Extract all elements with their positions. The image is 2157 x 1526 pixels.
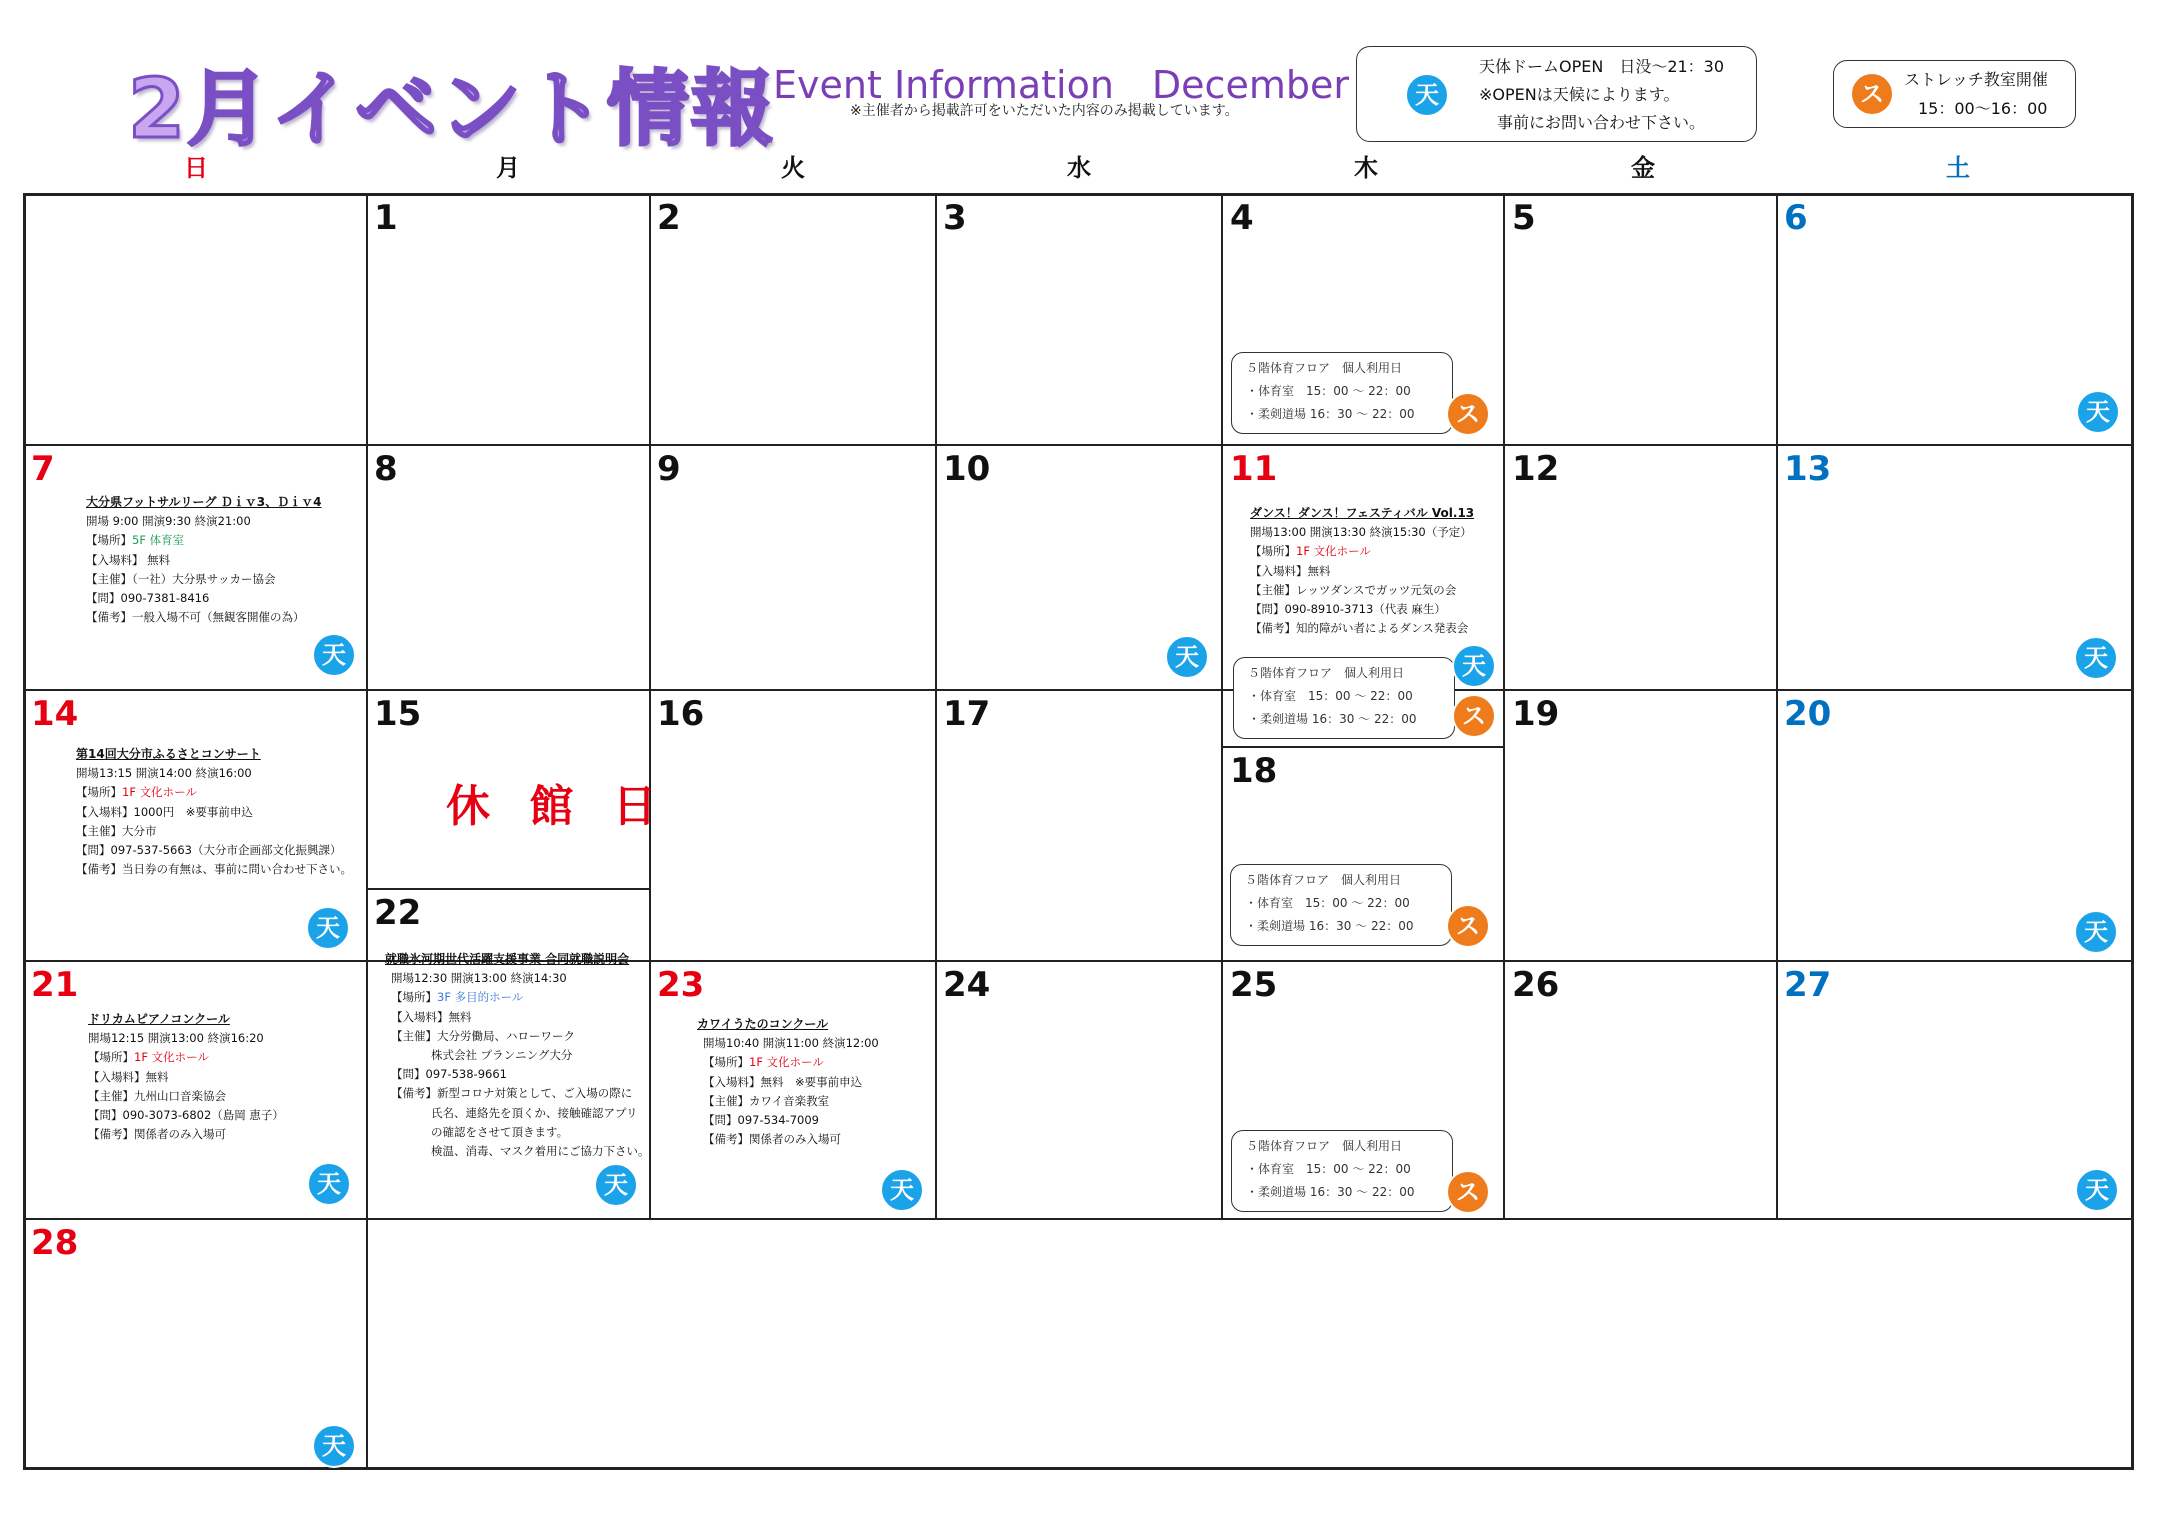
event-time: 開場13:00 開演13:30 終演15:30（予定）: [1250, 525, 1472, 540]
event-note: 【備考】関係者のみ入場可: [88, 1127, 226, 1142]
floor-usage-box-11: [1233, 657, 1455, 739]
col-divider: [366, 193, 368, 1470]
day-number: 13: [1784, 449, 1832, 489]
event-place: 【場所】5F 体育室: [86, 533, 185, 548]
event-place: 【場所】1F 文化ホール: [703, 1055, 824, 1070]
day-number: 14: [31, 694, 79, 734]
floor-line: ・体育室 15：00 ～ 22：00: [1248, 689, 1413, 703]
event-note: 【備考】知的障がい者によるダンス発表会: [1250, 621, 1469, 636]
page-subtitle-en: Event Information December: [773, 63, 1349, 107]
event-day-21: [88, 1010, 284, 1144]
dome-badge-icon: 天: [2076, 390, 2120, 434]
event-time: 開場10:40 開演11:00 終演12:00: [703, 1036, 879, 1051]
permission-note: ※主催者から掲載許可をいただいた内容のみ掲載しています。: [850, 103, 1239, 119]
event-title: 第14回大分市ふるさとコンサート: [76, 747, 261, 761]
weekday-sat: 土: [1946, 154, 1970, 182]
floor-usage-box-4: [1231, 352, 1453, 434]
legend-dome-line1: 天体ドームOPEN 日没～21：30: [1479, 57, 1725, 76]
day-number: 12: [1512, 449, 1560, 489]
day-number: 21: [31, 965, 79, 1005]
dome-badge-icon: 天: [306, 906, 350, 950]
day-number: 7: [31, 449, 55, 489]
event-note-4: 検温、消毒、マスク着用にご協力下さい。: [431, 1144, 650, 1159]
event-host: 【主催】（一社）大分県サッカー協会: [86, 571, 276, 586]
event-time: 開場12:15 開演13:00 終演16:20: [88, 1031, 264, 1046]
event-host: 【主催】カワイ音楽教室: [703, 1093, 830, 1108]
legend-stretch-line2: 15：00～16：00: [1918, 99, 2048, 118]
event-host-2: 株式会社 プランニング大分: [431, 1048, 573, 1063]
event-contact: 【問】090-8910-3713（代表 麻生）: [1250, 602, 1446, 617]
day-number: 10: [943, 449, 991, 489]
floor-line: ５階体育フロア 個人利用日: [1248, 666, 1405, 680]
event-day-22: [385, 950, 650, 1161]
event-day-7: [86, 493, 321, 627]
day-number: 27: [1784, 965, 1832, 1005]
event-place: 【場所】3F 多目的ホール: [391, 990, 524, 1005]
stretch-badge-icon: ス: [1446, 904, 1490, 948]
day-number: 28: [31, 1223, 79, 1263]
row-divider: [23, 1218, 2134, 1220]
dome-badge-icon: 天: [1452, 644, 1496, 688]
event-contact: 【問】090-7381-8416: [86, 591, 210, 606]
event-title: 就職氷河期世代活躍支援事業 合同就職説明会: [385, 952, 630, 966]
stretch-badge-icon: ス: [1850, 72, 1894, 116]
event-day-14: [76, 745, 352, 879]
day-number: 5: [1512, 198, 1536, 238]
dome-badge-icon: 天: [312, 1424, 356, 1468]
event-note: 【備考】新型コロナ対策として、ご入場の際に: [391, 1086, 633, 1101]
day-number: 20: [1784, 694, 1832, 734]
floor-line: ５階体育フロア 個人利用日: [1245, 873, 1402, 887]
cell-split-15-22: [367, 888, 650, 890]
event-time: 開場 9:00 開演9:30 終演21:00: [86, 514, 251, 529]
day-number: 22: [374, 893, 422, 933]
weekday-wed: 水: [1067, 154, 1091, 182]
event-note-3: の確認をさせて頂きます。: [431, 1124, 569, 1139]
day-number: 24: [943, 965, 991, 1005]
day-number: 6: [1784, 198, 1808, 238]
day-number: 1: [374, 198, 398, 238]
legend-stretch-line1: ストレッチ教室開催: [1904, 70, 2048, 89]
event-host: 【主催】九州山口音楽協会: [88, 1088, 226, 1103]
day-number: 16: [657, 694, 705, 734]
row-divider: [23, 960, 2134, 962]
floor-line: ５階体育フロア 個人利用日: [1246, 361, 1403, 375]
event-title: カワイうたのコンクール: [697, 1017, 829, 1031]
day-number: 26: [1512, 965, 1560, 1005]
day-number: 25: [1230, 965, 1278, 1005]
dome-badge-icon: 天: [1165, 635, 1209, 679]
event-note-2: 氏名、連絡先を頂くか、接触確認アプリ: [431, 1105, 638, 1120]
day-number: 4: [1230, 198, 1254, 238]
event-contact: 【問】097-537-5663（大分市企画部文化振興課）: [76, 843, 342, 858]
weekday-tue: 火: [781, 154, 805, 182]
page-title: 2月イベント情報: [128, 62, 776, 157]
event-place: 【場所】1F 文化ホール: [76, 785, 197, 800]
floor-line: ・柔剣道場 16：30 ～ 22：00: [1248, 712, 1417, 726]
event-host: 【主催】大分市: [76, 823, 157, 838]
floor-line: ・体育室 15：00 ～ 22：00: [1246, 384, 1411, 398]
event-contact: 【問】097-534-7009: [703, 1113, 819, 1128]
col-divider: [1503, 193, 1505, 1218]
floor-usage-box-18: [1230, 864, 1452, 946]
dome-badge-icon: 天: [2074, 910, 2118, 954]
legend-dome-line3: 事前にお問い合わせ下さい。: [1497, 113, 1706, 132]
event-note: 【備考】一般入場不可（無観客開催の為）: [86, 610, 305, 625]
weekday-mon: 月: [496, 154, 520, 182]
event-title: ドリカムピアノコンクール: [88, 1012, 230, 1026]
col-divider: [1776, 193, 1778, 1218]
day-number: 15: [374, 694, 422, 734]
row-divider: [23, 444, 2134, 446]
event-contact: 【問】097-538-9661: [391, 1067, 507, 1082]
event-fee: 【入場料】無料: [88, 1069, 169, 1084]
floor-usage-box-25: [1231, 1130, 1453, 1212]
dome-badge-icon: 天: [307, 1162, 351, 1206]
event-contact: 【問】090-3073-6802（島岡 恵子）: [88, 1108, 284, 1123]
event-note: 【備考】当日券の有無は、事前に問い合わせ下さい。: [76, 862, 352, 877]
day-number: 3: [943, 198, 967, 238]
floor-line: ・体育室 15：00 ～ 22：00: [1245, 896, 1410, 910]
stretch-badge-icon: ス: [1446, 392, 1490, 436]
floor-line: ・柔剣道場 16：30 ～ 22：00: [1245, 919, 1414, 933]
col-divider: [649, 193, 651, 960]
day-number: 2: [657, 198, 681, 238]
event-time: 開場13:15 開演14:00 終演16:00: [76, 766, 252, 781]
day-number: 11: [1230, 449, 1278, 489]
event-note: 【備考】関係者のみ入場可: [703, 1132, 841, 1147]
weekday-fri: 金: [1631, 154, 1655, 182]
closed-day-label: 休 館 日: [446, 781, 669, 832]
day-number: 9: [657, 449, 681, 489]
floor-line: ・柔剣道場 16：30 ～ 22：00: [1246, 1185, 1415, 1199]
stretch-badge-icon: ス: [1452, 694, 1496, 738]
event-host: 【主催】レッツダンスでガッツ元気の会: [1250, 582, 1457, 597]
event-place: 【場所】1F 文化ホール: [1250, 544, 1371, 559]
day-number: 17: [943, 694, 991, 734]
weekday-sun: 日: [184, 154, 208, 182]
dome-badge-icon: 天: [312, 633, 356, 677]
day-number: 8: [374, 449, 398, 489]
legend-dome-line2: ※OPENは天候によります。: [1479, 85, 1680, 104]
event-title: 大分県フットサルリーグ Ｄｉｖ3、Ｄｉｖ4: [86, 495, 322, 509]
floor-line: ・柔剣道場 16：30 ～ 22：00: [1246, 407, 1415, 421]
dome-badge-icon: 天: [2074, 636, 2118, 680]
event-host: 【主催】大分労働局、ハローワーク: [391, 1028, 575, 1043]
col-divider: [935, 193, 937, 1218]
stretch-badge-icon: ス: [1446, 1170, 1490, 1214]
event-day-23: [697, 1015, 879, 1149]
weekday-thu: 木: [1354, 154, 1378, 182]
event-fee: 【入場料】無料: [1250, 563, 1331, 578]
day-number: 19: [1512, 694, 1560, 734]
day-number: 18: [1230, 751, 1278, 791]
event-time: 開場12:30 開演13:00 終演14:30: [391, 971, 567, 986]
dome-badge-icon: 天: [880, 1168, 924, 1212]
day-number: 23: [657, 965, 705, 1005]
dome-badge-icon: 天: [2075, 1168, 2119, 1212]
event-title: ダンス！ダンス！フェスティバル Vol.13: [1250, 506, 1475, 520]
row-divider: [23, 689, 2134, 691]
event-fee: 【入場料】 無料: [86, 552, 171, 567]
col-divider: [1221, 193, 1223, 1218]
dome-badge-icon: 天: [594, 1163, 638, 1207]
event-fee: 【入場料】無料: [391, 1009, 472, 1024]
floor-line: ・体育室 15：00 ～ 22：00: [1246, 1162, 1411, 1176]
cell-split-11-18: [1222, 746, 1505, 748]
event-place: 【場所】1F 文化ホール: [88, 1050, 209, 1065]
event-fee: 【入場料】無料 ※要事前申込: [703, 1074, 863, 1089]
floor-line: ５階体育フロア 個人利用日: [1246, 1139, 1403, 1153]
dome-badge-icon: 天: [1405, 73, 1449, 117]
event-fee: 【入場料】1000円 ※要事前申込: [76, 804, 253, 819]
event-day-11: [1250, 504, 1474, 638]
